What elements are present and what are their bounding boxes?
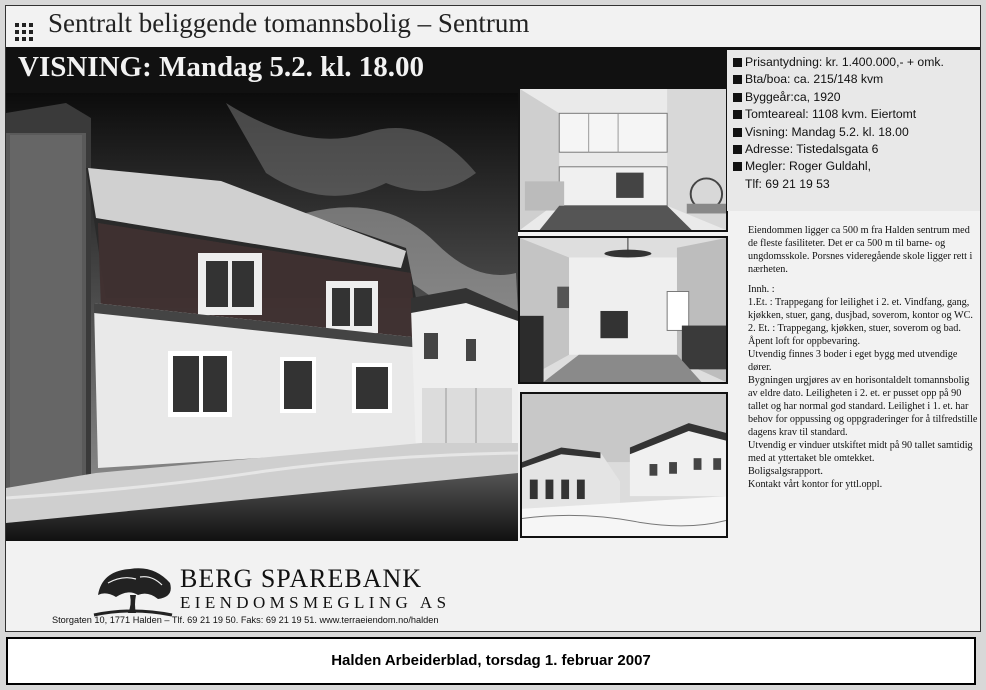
- fact-lot-area: Tomteareal: 1108 kvm. Eiertomt: [745, 106, 980, 123]
- fact-build-year: Byggeår:ca, 1920: [745, 89, 980, 106]
- newspaper-caption: Halden Arbeiderblad, torsdag 1. februar 2007: [331, 652, 651, 669]
- fact-viewing: Visning: Mandag 5.2. kl. 18.00: [745, 124, 980, 141]
- caption-box: [6, 637, 976, 685]
- fact-address: Adresse: Tistedalsgata 6: [745, 141, 980, 158]
- fact-price: Prisantydning: kr. 1.400.000,- + omk.: [745, 54, 980, 71]
- fact-broker-phone: Tlf: 69 21 19 53: [745, 176, 830, 191]
- bank-contact-line: Storgaten 10, 1771 Halden – Tlf. 69 21 19 50. Faks: 69 21 19 51. www.terraeiendom.no/halden: [52, 615, 439, 625]
- property-facts-list: [727, 50, 980, 193]
- bank-name: BERG SPAREBANK: [180, 564, 423, 593]
- ad-headline: Sentralt beliggende tomannsbolig – Sentrum: [48, 8, 530, 38]
- description-body: Innh. : 1.Et. : Trappegang for leilighet i 2. et. Vindfang, gang, kjøkken, stuer, gang, dusjbad, soverom, kontor og WC. 2. Et. : Trappegang, kjøkken, stuer, soverom og bad. Åpent loft for oppbevaring. Utvendig finnes 3 boder i eget bygg med utvendige dører. Bygningen urgjøres av en horisontaldelt tomannsbolig av eldre dato. Leiligheten i 2. et. er pusset opp på 90 tallet og har normal god standard. Leilighet i 1. et. har behov for oppussing og oppgraderinger for å tilfredstille dagens krav til standard. Utvendig er vinduer utskiftet midt på 90 tallet samtidig med at yttertaket ble omtekket. Boligsalgsrapport. Kontakt vårt kontor for yttl.oppl.: [748, 284, 978, 490]
- bank-subtitle: EIENDOMSMEGLING AS: [180, 593, 451, 612]
- ad-header: [6, 6, 981, 46]
- backyard-photo: [520, 392, 728, 538]
- viewing-title: VISNING: Mandag 5.2. kl. 18.00: [18, 51, 425, 83]
- property-facts-box: [727, 47, 980, 211]
- fact-area: Bta/boa: ca. 215/148 kvm: [745, 71, 980, 88]
- real-estate-ad: [5, 5, 981, 632]
- description-intro: Eiendommen ligger ca 500 m fra Halden sentrum med de fleste fasiliteter. Det er ca 500 m til barne- og ungdomsskole. Porsnes videregående skole ligger rett i nærheten.: [748, 225, 973, 275]
- living-room-photo: [518, 236, 728, 384]
- fact-broker: Megler: Roger Guldahl,: [745, 158, 980, 175]
- tree-logo-icon: [92, 561, 174, 619]
- grid-icon: [15, 23, 33, 41]
- house-photo: [6, 93, 518, 541]
- kitchen-photo: [518, 87, 728, 232]
- property-description: [748, 224, 980, 491]
